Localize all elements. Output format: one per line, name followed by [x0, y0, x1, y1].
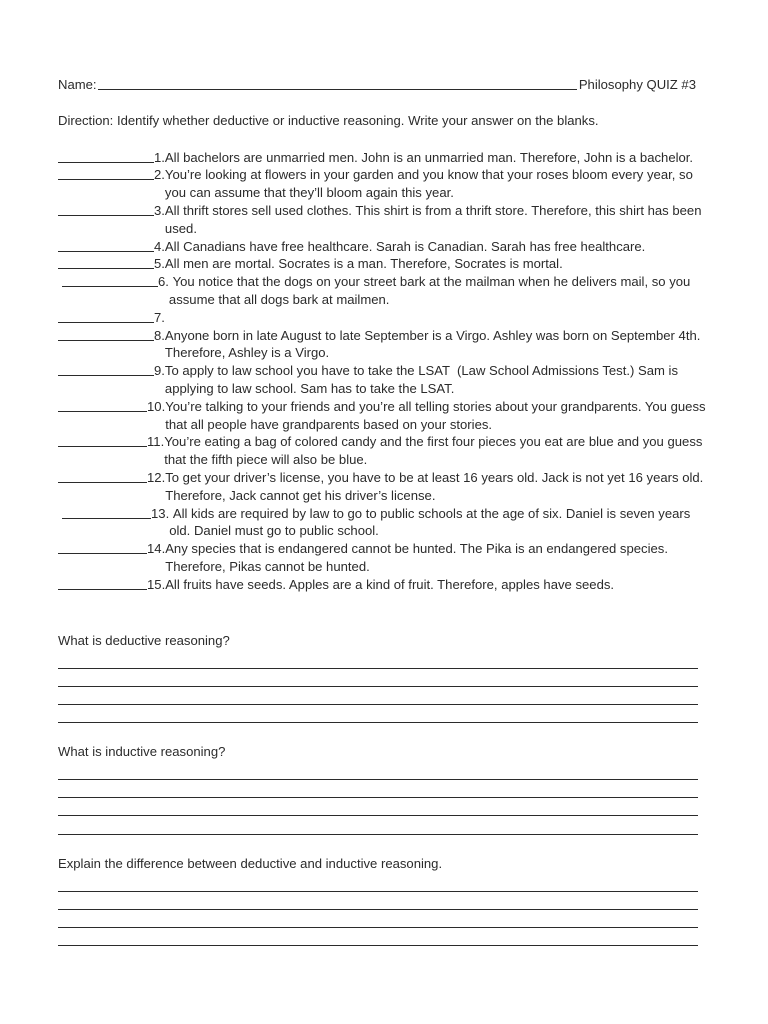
question-item	[58, 273, 708, 309]
name-blank[interactable]	[98, 76, 577, 90]
section-difference	[58, 855, 708, 947]
question-number: 2.	[154, 167, 165, 183]
answer-line[interactable]	[58, 928, 698, 946]
question-number: 4.	[154, 238, 165, 254]
question-text: Anyone born in late August to late September is a Virgo. Ashley was born on September 4th. Therefore, Ashley is a Virgo.	[164, 327, 704, 361]
question-text: You notice that the dogs on your street bark at the mailman when he delivers mail, so you assume that all dogs bark at mailmen.	[168, 274, 694, 307]
question-item	[58, 149, 708, 167]
answer-blank[interactable]	[58, 238, 154, 252]
question-number: 13.	[151, 505, 170, 521]
answer-line[interactable]	[58, 798, 698, 816]
answer-blank[interactable]	[62, 505, 151, 519]
question-number: 11.	[147, 434, 165, 450]
question-text: All bachelors are unmarried men. John is an unmarried man. Therefore, John is a bachelor.	[164, 149, 694, 165]
question-text: You’re talking to your friends and you’re all telling stories about your grandparents. You guess that all people have grandparents based on your stories.	[165, 398, 710, 432]
question-number: 15.	[147, 576, 166, 592]
question-text: All kids are required by law to go to public schools at the age of six. Daniel is seven years old. Daniel must go to public school.	[169, 505, 694, 539]
question-item	[58, 202, 708, 238]
answer-blank[interactable]	[58, 202, 154, 216]
answer-blank[interactable]	[58, 576, 147, 590]
question-number: 5.	[154, 256, 165, 272]
section-prompt: What is inductive reasoning?	[58, 744, 226, 760]
question-item	[58, 309, 708, 327]
section-prompt: Explain the difference between deductive and inductive reasoning.	[58, 855, 443, 871]
question-text: Any species that is endangered cannot be hunted. The Pika is an endangered species. Therefore, Pikas cannot be hunted.	[165, 541, 672, 574]
question-item	[58, 166, 708, 202]
question-item	[58, 540, 708, 576]
question-item	[58, 505, 708, 541]
question-text: All fruits have seeds. Apples are a kind of fruit. Therefore, apples have seeds.	[165, 576, 615, 592]
answer-blank[interactable]	[58, 255, 154, 269]
question-item	[58, 362, 708, 398]
question-list	[58, 149, 708, 594]
answer-blank[interactable]	[58, 540, 147, 554]
question-item	[58, 327, 708, 363]
answer-line[interactable]	[58, 892, 698, 910]
answer-blank[interactable]	[58, 166, 154, 180]
question-number: 14.	[147, 541, 166, 557]
question-text: All thrift stores sell used clothes. This shirt is from a thrift store. Therefore, this shirt has been used.	[164, 202, 706, 236]
section-prompt: What is deductive reasoning?	[58, 632, 230, 648]
question-number: 7.	[154, 309, 165, 325]
answer-blank[interactable]	[58, 469, 147, 483]
question-text: All men are mortal. Socrates is a man. Therefore, Socrates is mortal.	[164, 256, 563, 272]
question-number: 6.	[158, 274, 169, 290]
question-text: To get your driver’s license, you have to be at least 16 years old. Jack is not yet 16 years old. Therefore, Jack cannot get his driver’s license.	[165, 469, 707, 503]
question-number: 3.	[154, 202, 165, 218]
question-item	[58, 469, 708, 505]
question-text: You’re looking at flowers in your garden and you know that your roses bloom every year, so you can assume that they’ll bloom again this year.	[164, 167, 697, 201]
quiz-header	[58, 76, 708, 94]
answer-blank[interactable]	[58, 362, 154, 376]
question-item	[58, 255, 708, 273]
question-number: 1.	[154, 149, 165, 165]
question-text	[165, 309, 708, 327]
directions: Direction: Identify whether deductive or inductive reasoning. Write your answer on the blanks.	[58, 112, 599, 128]
question-item	[58, 398, 708, 434]
name-label: Name:	[58, 77, 97, 92]
question-number: 9.	[154, 363, 165, 379]
question-number: 12.	[147, 469, 166, 485]
question-number: 10.	[147, 398, 166, 414]
question-number: 8.	[154, 327, 165, 343]
section-inductive	[58, 743, 708, 835]
question-text: To apply to law school you have to take the LSAT (Law School Admissions Test.) Sam is applying to law school. Sam has to take the LSAT.	[164, 363, 682, 396]
question-item	[58, 433, 708, 469]
answer-blank[interactable]	[62, 273, 158, 287]
section-deductive	[58, 632, 708, 724]
answer-blank[interactable]	[58, 309, 154, 323]
answer-line[interactable]	[58, 910, 698, 928]
quiz-page	[58, 76, 708, 946]
question-text: All Canadians have free healthcare. Sarah is Canadian. Sarah has free healthcare.	[164, 238, 646, 254]
answer-line[interactable]	[58, 650, 698, 668]
answer-line[interactable]	[58, 687, 698, 705]
answer-line[interactable]	[58, 762, 698, 780]
answer-blank[interactable]	[58, 433, 147, 447]
answer-line[interactable]	[58, 816, 698, 834]
answer-blank[interactable]	[58, 149, 154, 163]
answer-line[interactable]	[58, 873, 698, 891]
question-text: You’re eating a bag of colored candy and the first four pieces you eat are blue and you guess that the fifth piece will also be blue.	[164, 434, 707, 468]
question-item	[58, 576, 708, 594]
answer-line[interactable]	[58, 705, 698, 723]
answer-blank[interactable]	[58, 398, 147, 412]
answer-line[interactable]	[58, 780, 698, 798]
question-item	[58, 238, 708, 256]
answer-blank[interactable]	[58, 327, 154, 341]
quiz-title: Philosophy QUIZ #3	[578, 77, 696, 92]
answer-line[interactable]	[58, 669, 698, 687]
